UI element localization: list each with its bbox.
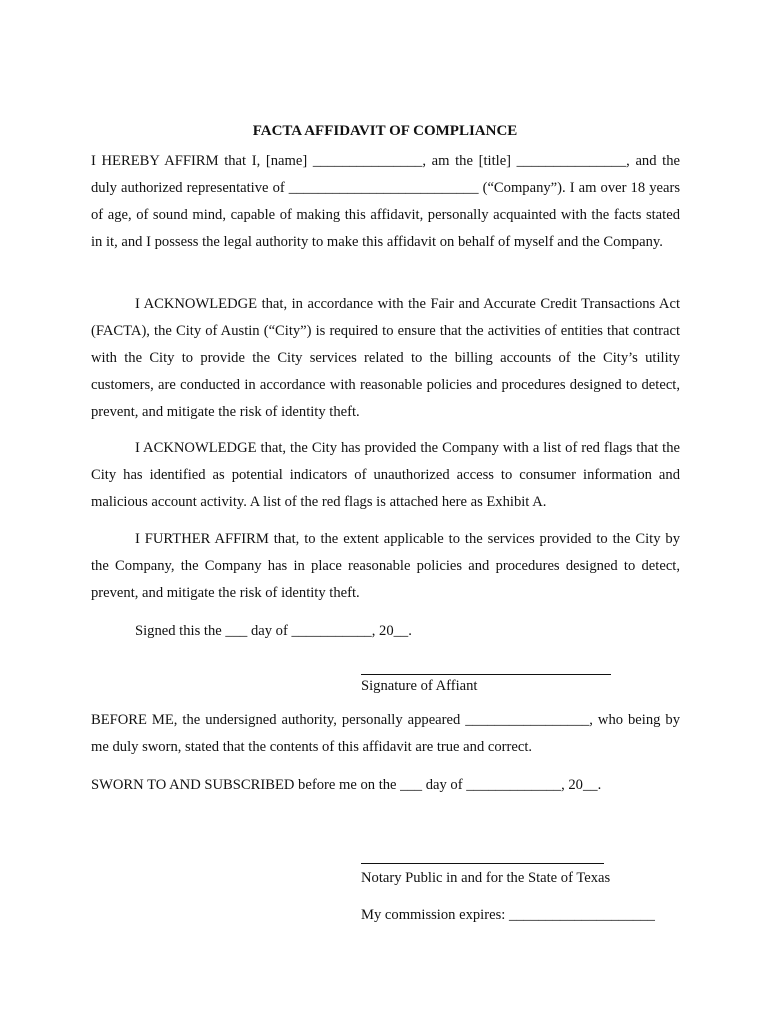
acknowledge-text-1: I ACKNOWLEDGE that, in accordance with the Fair and Accurate Credit Transactions Act (FACTA), the City of Austin (“City”) is required to ensure that the activities of entities that contract with the City to provide the City services related to the billing accounts of the City’s utility customers, are conducted in accordance with reasonable policies and procedures designed to detect, prevent, and mitigate the risk of identity theft. bbox=[91, 296, 680, 420]
before-me-paragraph bbox=[91, 707, 680, 761]
notary-label: Notary Public in and for the State of Texas bbox=[361, 870, 611, 886]
acknowledge-paragraph-2 bbox=[91, 435, 680, 516]
signed-date-line: Signed this the ___ day of ___________, 20__. bbox=[135, 623, 412, 639]
acknowledge-paragraph-1 bbox=[91, 291, 680, 426]
notary-signature-rule bbox=[361, 863, 604, 864]
sworn-line: SWORN TO AND SUBSCRIBED before me on the ___ day of _____________, 20__. bbox=[91, 777, 602, 793]
before-me-text: BEFORE ME, the undersigned authority, personally appeared _________________, who being by me duly sworn, stated that the contents of this affidavit are true and correct. bbox=[91, 712, 680, 755]
document-title: FACTA AFFIDAVIT OF COMPLIANCE bbox=[252, 123, 518, 139]
affirm-paragraph bbox=[91, 148, 680, 256]
affirm-text: I HEREBY AFFIRM that I, [name] _______________, am the [title] _______________, and the duly authorized representative of __________________________ (“Company”). I am over 18 years of age, of sound mind, capable of making this affidavit, personally acquainted with the facts stated in it, and I possess the legal authority to make this affidavit on behalf of myself and the Company. bbox=[91, 153, 680, 250]
affiant-signature-rule bbox=[361, 674, 611, 675]
further-affirm-text: I FURTHER AFFIRM that, to the extent applicable to the services provided to the City by the Company, the Company has in place reasonable policies and procedures designed to detect, prevent, and mitigate the risk of identity theft. bbox=[91, 531, 680, 601]
commission-expires: My commission expires: ____________________ bbox=[361, 907, 655, 923]
acknowledge-text-2: I ACKNOWLEDGE that, the City has provided the Company with a list of red flags that the City has identified as potential indicators of unauthorized access to consumer information and malicious account activity. A list of the red flags is attached here as Exhibit A. bbox=[91, 440, 680, 510]
further-affirm-paragraph bbox=[91, 526, 680, 607]
affiant-signature-label: Signature of Affiant bbox=[361, 678, 478, 694]
